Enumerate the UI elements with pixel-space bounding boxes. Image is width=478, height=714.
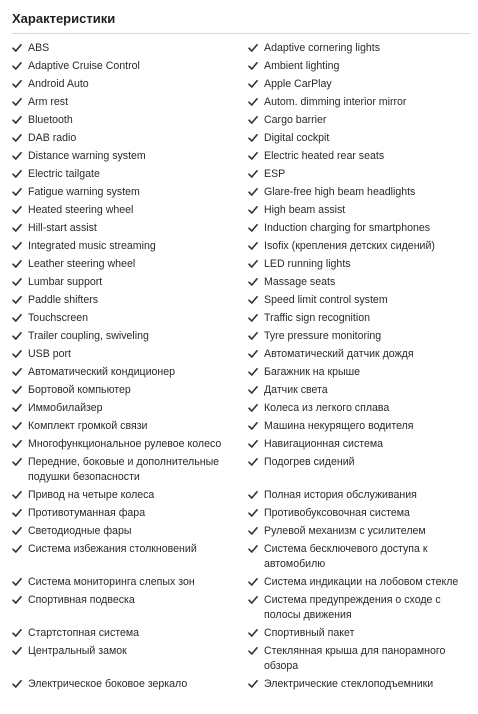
feature-label: Adaptive Cruise Control xyxy=(28,59,140,72)
feature-label: Передние, боковые и дополнительные подушки безопасности xyxy=(28,455,220,483)
checkmark-icon xyxy=(12,275,28,290)
feature-item-left xyxy=(12,273,248,291)
feature-label: Android Auto xyxy=(28,77,89,90)
checkmark-icon xyxy=(248,329,264,344)
feature-item-right xyxy=(248,129,470,147)
checkmark-icon xyxy=(12,437,28,452)
checkmark-icon xyxy=(12,221,28,236)
checkmark-icon xyxy=(12,131,28,146)
feature-label: Bluetooth xyxy=(28,113,73,126)
checkmark-icon xyxy=(248,383,264,398)
feature-item-right xyxy=(248,165,470,183)
feature-label: Hill-start assist xyxy=(28,221,97,234)
feature-label: Ambient lighting xyxy=(264,59,340,72)
checkmark-icon xyxy=(248,644,264,659)
feature-label: Isofix (крепления детских сидений) xyxy=(264,239,435,252)
checkmark-icon xyxy=(12,455,28,470)
checkmark-icon xyxy=(248,365,264,380)
feature-item-right xyxy=(248,540,470,573)
feature-label: Digital cockpit xyxy=(264,131,330,144)
feature-label: Колеса из легкого сплава xyxy=(264,401,390,414)
feature-label: Glare-free high beam headlights xyxy=(264,185,416,198)
feature-label: Стартстопная система xyxy=(28,626,140,639)
feature-item-left xyxy=(12,255,248,273)
feature-label: Induction charging for smartphones xyxy=(264,221,431,234)
feature-item-right xyxy=(248,57,470,75)
checkmark-icon xyxy=(248,41,264,56)
feature-label: Integrated music streaming xyxy=(28,239,156,252)
feature-item-right xyxy=(248,453,470,486)
checkmark-icon xyxy=(12,626,28,641)
feature-item-right xyxy=(248,327,470,345)
feature-item-left xyxy=(12,504,248,522)
checkmark-icon xyxy=(12,95,28,110)
feature-item-left xyxy=(12,57,248,75)
feature-item-left xyxy=(12,363,248,381)
checkmark-icon xyxy=(12,644,28,659)
checkmark-icon xyxy=(12,542,28,557)
feature-item-left xyxy=(12,522,248,540)
feature-label: Электрические стеклоподъемники xyxy=(264,677,434,690)
feature-item-right xyxy=(248,309,470,327)
feature-label: Paddle shifters xyxy=(28,293,99,306)
checkmark-icon xyxy=(248,221,264,236)
checkmark-icon xyxy=(248,575,264,590)
checkmark-icon xyxy=(248,347,264,362)
checkmark-icon xyxy=(248,113,264,128)
checkmark-icon xyxy=(12,185,28,200)
feature-label: Heated steering wheel xyxy=(28,203,134,216)
feature-item-right xyxy=(248,237,470,255)
feature-item-left xyxy=(12,75,248,93)
feature-label: Massage seats xyxy=(264,275,336,288)
checkmark-icon xyxy=(12,113,28,128)
feature-label: Багажник на крыше xyxy=(264,365,361,378)
feature-label: Датчик света xyxy=(264,383,328,396)
feature-label: High beam assist xyxy=(264,203,346,216)
feature-item-left xyxy=(12,183,248,201)
feature-label: Привод на четыре колеса xyxy=(28,488,155,501)
checkmark-icon xyxy=(248,311,264,326)
feature-item-right xyxy=(248,291,470,309)
feature-label: Electric heated rear seats xyxy=(264,149,385,162)
feature-label: Противотуманная фара xyxy=(28,506,146,519)
feature-item-right xyxy=(248,675,470,693)
feature-item-left xyxy=(12,624,248,642)
checkmark-icon xyxy=(12,203,28,218)
feature-item-right xyxy=(248,573,470,591)
feature-item-right xyxy=(248,363,470,381)
feature-item-right xyxy=(248,147,470,165)
feature-label: Trailer coupling, swiveling xyxy=(28,329,149,342)
feature-label: Leather steering wheel xyxy=(28,257,136,270)
feature-item-left xyxy=(12,327,248,345)
feature-item-left xyxy=(12,291,248,309)
checkmark-icon xyxy=(248,488,264,503)
feature-item-right xyxy=(248,642,470,675)
feature-label: Apple CarPlay xyxy=(264,77,332,90)
checkmark-icon xyxy=(12,383,28,398)
checkmark-icon xyxy=(248,77,264,92)
feature-label: Fatigue warning system xyxy=(28,185,140,198)
checkmark-icon xyxy=(248,185,264,200)
checkmark-icon xyxy=(248,677,264,692)
checkmark-icon xyxy=(248,239,264,254)
checkmark-icon xyxy=(12,524,28,539)
feature-label: DAB radio xyxy=(28,131,77,144)
checkmark-icon xyxy=(12,419,28,434)
feature-label: Центральный замок xyxy=(28,644,127,657)
checkmark-icon xyxy=(248,95,264,110)
feature-item-right xyxy=(248,345,470,363)
feature-label: Система избежания столкновений xyxy=(28,542,197,555)
feature-item-right xyxy=(248,255,470,273)
feature-item-left xyxy=(12,93,248,111)
feature-label: Система бесключевого доступа к автомобилю xyxy=(264,542,428,570)
checkmark-icon xyxy=(248,419,264,434)
feature-label: Иммобилайзер xyxy=(28,401,103,414)
checkmark-icon xyxy=(12,311,28,326)
feature-label: Спортивная подвеска xyxy=(28,593,135,606)
checkmark-icon xyxy=(12,257,28,272)
feature-item-left xyxy=(12,219,248,237)
feature-item-right xyxy=(248,417,470,435)
feature-label: Electric tailgate xyxy=(28,167,100,180)
feature-label: Tyre pressure monitoring xyxy=(264,329,382,342)
feature-label: Автоматический датчик дождя xyxy=(264,347,414,360)
feature-item-right xyxy=(248,183,470,201)
feature-label: Рулевой механизм с усилителем xyxy=(264,524,426,537)
feature-item-right xyxy=(248,486,470,504)
feature-label: Подогрев сидений xyxy=(264,455,355,468)
feature-label: Автоматический кондиционер xyxy=(28,365,176,378)
checkmark-icon xyxy=(12,506,28,521)
feature-item-right xyxy=(248,75,470,93)
feature-label: Система предупреждения о сходе с полосы движения xyxy=(264,593,441,621)
feature-label: USB port xyxy=(28,347,71,360)
feature-item-left xyxy=(12,642,248,675)
feature-item-left xyxy=(12,453,248,486)
feature-item-left xyxy=(12,201,248,219)
feature-item-right xyxy=(248,522,470,540)
checkmark-icon xyxy=(248,275,264,290)
feature-item-right xyxy=(248,591,470,624)
checkmark-icon xyxy=(12,347,28,362)
feature-label: Touchscreen xyxy=(28,311,89,324)
feature-item-right xyxy=(248,219,470,237)
feature-item-left xyxy=(12,675,248,693)
feature-label: Lumbar support xyxy=(28,275,103,288)
feature-label: Arm rest xyxy=(28,95,69,108)
feature-item-right xyxy=(248,273,470,291)
feature-item-left xyxy=(12,237,248,255)
feature-item-left xyxy=(12,573,248,591)
checkmark-icon xyxy=(12,149,28,164)
checkmark-icon xyxy=(248,437,264,452)
feature-label: Спортивный пакет xyxy=(264,626,355,639)
feature-label: LED running lights xyxy=(264,257,351,270)
checkmark-icon xyxy=(248,167,264,182)
feature-item-right xyxy=(248,504,470,522)
feature-item-left xyxy=(12,435,248,453)
feature-label: Комплект громкой связи xyxy=(28,419,148,432)
feature-label: Полная история обслуживания xyxy=(264,488,417,501)
feature-label: Система индикации на лобовом стекле xyxy=(264,575,459,588)
feature-label: Стеклянная крыша для панорамного обзора xyxy=(264,644,446,672)
feature-label: Speed limit control system xyxy=(264,293,388,306)
feature-item-right xyxy=(248,111,470,129)
checkmark-icon xyxy=(12,77,28,92)
feature-item-left xyxy=(12,381,248,399)
feature-item-left xyxy=(12,486,248,504)
feature-item-left xyxy=(12,129,248,147)
checkmark-icon xyxy=(12,593,28,608)
section-title: Характеристики xyxy=(12,11,116,26)
feature-item-right xyxy=(248,435,470,453)
feature-label: Cargo barrier xyxy=(264,113,327,126)
checkmark-icon xyxy=(12,365,28,380)
feature-label: Distance warning system xyxy=(28,149,146,162)
checkmark-icon xyxy=(12,41,28,56)
feature-item-right xyxy=(248,399,470,417)
feature-label: Машина некурящего водителя xyxy=(264,419,414,432)
feature-item-left xyxy=(12,111,248,129)
feature-item-left xyxy=(12,165,248,183)
checkmark-icon xyxy=(12,677,28,692)
feature-label: Система мониторинга слепых зон xyxy=(28,575,195,588)
feature-label: ESP xyxy=(264,167,286,180)
checkmark-icon xyxy=(12,239,28,254)
feature-item-left xyxy=(12,417,248,435)
checkmark-icon xyxy=(248,293,264,308)
features-grid xyxy=(12,39,470,693)
feature-item-left xyxy=(12,399,248,417)
feature-label: Противобуксовочная система xyxy=(264,506,410,519)
feature-item-right xyxy=(248,93,470,111)
feature-item-right xyxy=(248,39,470,57)
feature-item-right xyxy=(248,201,470,219)
feature-item-left xyxy=(12,39,248,57)
checkmark-icon xyxy=(248,626,264,641)
feature-label: Навигационная система xyxy=(264,437,384,450)
checkmark-icon xyxy=(248,59,264,74)
checkmark-icon xyxy=(248,524,264,539)
checkmark-icon xyxy=(248,593,264,608)
checkmark-icon xyxy=(248,257,264,272)
feature-label: ABS xyxy=(28,41,50,54)
checkmark-icon xyxy=(248,131,264,146)
checkmark-icon xyxy=(248,542,264,557)
checkmark-icon xyxy=(248,203,264,218)
checkmark-icon xyxy=(12,575,28,590)
feature-label: Электрическое боковое зеркало xyxy=(28,677,188,690)
feature-item-left xyxy=(12,147,248,165)
checkmark-icon xyxy=(12,293,28,308)
feature-item-left xyxy=(12,591,248,624)
feature-label: Traffic sign recognition xyxy=(264,311,370,324)
feature-label: Adaptive cornering lights xyxy=(264,41,381,54)
feature-item-left xyxy=(12,345,248,363)
feature-label: Autom. dimming interior mirror xyxy=(264,95,407,108)
checkmark-icon xyxy=(12,488,28,503)
checkmark-icon xyxy=(12,401,28,416)
checkmark-icon xyxy=(12,167,28,182)
feature-item-left xyxy=(12,540,248,573)
feature-item-right xyxy=(248,381,470,399)
feature-item-left xyxy=(12,309,248,327)
feature-item-right xyxy=(248,624,470,642)
feature-label: Светодиодные фары xyxy=(28,524,132,537)
checkmark-icon xyxy=(248,401,264,416)
checkmark-icon xyxy=(12,329,28,344)
checkmark-icon xyxy=(248,506,264,521)
checkmark-icon xyxy=(248,149,264,164)
title-divider xyxy=(12,33,470,34)
feature-label: Бортовой компьютер xyxy=(28,383,131,396)
checkmark-icon xyxy=(12,59,28,74)
feature-label: Многофункциональное рулевое колесо xyxy=(28,437,222,450)
checkmark-icon xyxy=(248,455,264,470)
